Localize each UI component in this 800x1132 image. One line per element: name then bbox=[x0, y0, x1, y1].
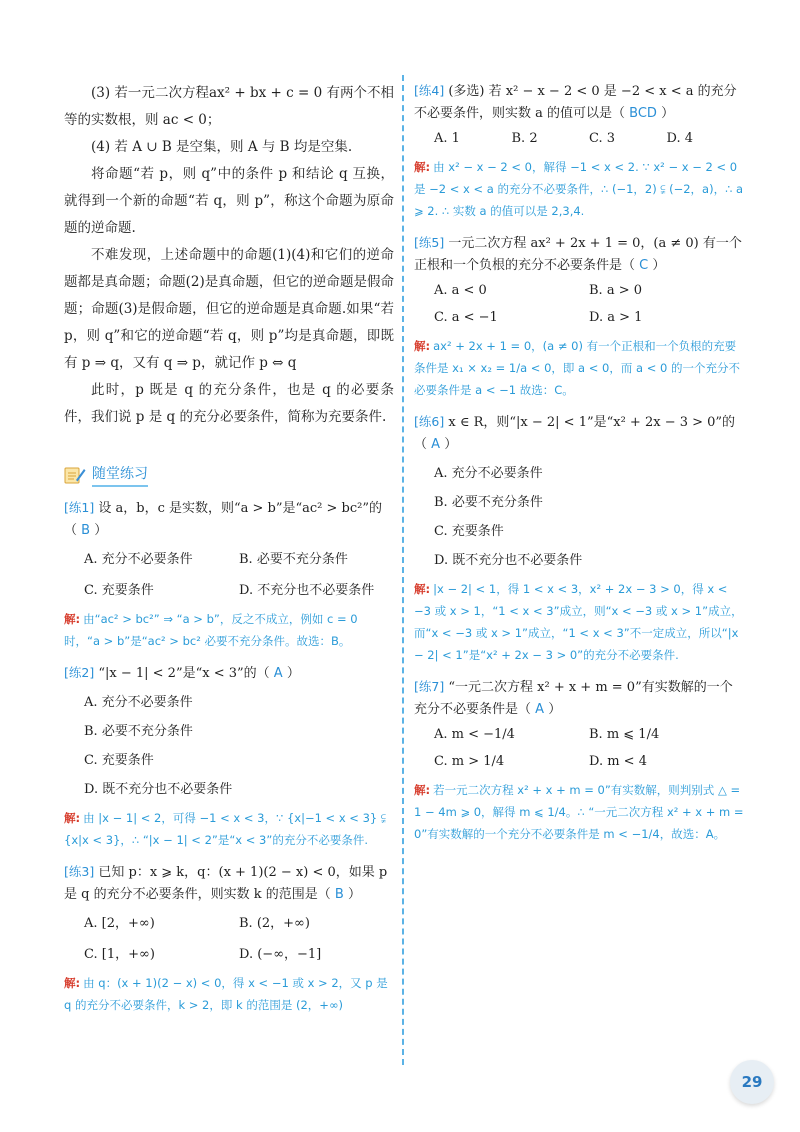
exercise-5-answer: C bbox=[639, 258, 649, 273]
exercise-1-options bbox=[84, 548, 394, 598]
exercise-5-tag: [练5] bbox=[414, 235, 445, 250]
exercise-7-tag: [练7] bbox=[414, 679, 445, 694]
exercise-2 bbox=[64, 662, 394, 851]
solution-label: 解: bbox=[414, 339, 431, 353]
exercise-2-options bbox=[84, 691, 394, 797]
solution-label: 解: bbox=[64, 612, 81, 626]
option-c: C. 充要条件 bbox=[84, 583, 154, 598]
section-title: 随堂练习 bbox=[92, 463, 148, 487]
exercise-4-options bbox=[434, 131, 744, 146]
exercise-3-solution bbox=[64, 972, 394, 1016]
paren-close: ） bbox=[548, 702, 562, 717]
option-a: A. 充分不必要条件 bbox=[84, 552, 193, 567]
option-d: D. 既不充分也不必要条件 bbox=[434, 553, 583, 568]
exercise-3-answer: B bbox=[334, 887, 344, 902]
solution-text: 由 q：(x + 1)(2 − x) < 0，得 x < −1 或 x > 2，又 p 是 q 的充分不必要条件，k > 2，即 k 的范围是 (2，+∞) bbox=[64, 976, 388, 1012]
option-d: D. (−∞，−1] bbox=[239, 947, 322, 962]
page-number: 29 bbox=[730, 1060, 774, 1104]
exercise-4 bbox=[414, 80, 744, 222]
right-column bbox=[414, 80, 744, 845]
exercise-5-options bbox=[434, 283, 744, 325]
exercise-6-tag: [练6] bbox=[414, 414, 445, 429]
exercise-5-stem bbox=[414, 232, 744, 277]
option-d: D. a > 1 bbox=[589, 310, 643, 325]
exercise-3 bbox=[64, 861, 394, 1016]
column-divider bbox=[402, 75, 404, 1065]
exercise-1 bbox=[64, 497, 394, 652]
paren-close: ） bbox=[661, 106, 675, 121]
solution-label: 解: bbox=[64, 976, 81, 990]
exercise-2-tag: [练2] bbox=[64, 665, 95, 680]
exercise-7-question: “一元二次方程 x² + x + m = 0”有实数解的一个充分不必要条件是（ bbox=[414, 680, 733, 717]
exercise-4-tag: [练4] bbox=[414, 83, 445, 98]
practice-section-header bbox=[64, 463, 394, 487]
exercise-4-question: (多选) 若 x² − x − 2 < 0 是 −2 < x < a 的充分不必要条件，则实数 a 的值可以是（ bbox=[414, 84, 737, 121]
exercise-2-solution bbox=[64, 807, 394, 851]
paren-close: ） bbox=[94, 523, 108, 538]
option-d: D. 不充分也不必要条件 bbox=[239, 583, 375, 598]
solution-label: 解: bbox=[414, 582, 431, 596]
option-d: D. 既不充分也不必要条件 bbox=[84, 782, 233, 797]
exercise-6-answer: A bbox=[431, 437, 441, 452]
exercise-6-question: x ∈ R，则“|x − 2| < 1”是“x² + 2x − 3 > 0”的（ bbox=[414, 415, 736, 452]
option-b: B. a > 0 bbox=[589, 283, 642, 298]
option-b: B. 必要不充分条件 bbox=[84, 724, 193, 739]
exercise-2-answer: A bbox=[273, 666, 283, 681]
option-c: C. a < −1 bbox=[434, 310, 498, 325]
exercise-4-answer: BCD bbox=[629, 106, 657, 121]
exercise-3-options bbox=[84, 912, 394, 962]
notebook-pencil-icon bbox=[64, 465, 86, 485]
exercise-1-question: 设 a，b，c 是实数，则“a > b”是“ac² > bc²”的（ bbox=[64, 501, 383, 538]
option-c: C. 充要条件 bbox=[84, 753, 154, 768]
solution-text: 若一元二次方程 x² + x + m = 0”有实数解，则判别式 △ = 1 − 4m ⩾ 0，解得 m ⩽ 1/4。∴ “一元二次方程 x² + x + m = 0”有实数解的一个充分不必要条件是 m < −1/4，故选：A。 bbox=[414, 783, 744, 841]
exercise-4-solution bbox=[414, 156, 744, 222]
solution-text: ax² + 2x + 1 = 0，(a ≠ 0) 有一个正根和一个负根的充要条件是 x₁ × x₂ = 1/a < 0，即 a < 0，而 a < 0 的一个充分不必要条件是 a < −1 故选：C。 bbox=[414, 339, 740, 397]
paren-close: ） bbox=[347, 887, 361, 902]
exercise-7-options bbox=[434, 727, 744, 769]
option-a: A. [2，+∞) bbox=[84, 916, 155, 931]
solution-text: 由 |x − 1| < 2，可得 −1 < x < 3，∵ {x|−1 < x < 3} ⫋ {x|x < 3}，∴ “|x − 1| < 2”是“x < 3”的充分不必要条件. bbox=[64, 811, 386, 847]
exercise-3-tag: [练3] bbox=[64, 864, 95, 879]
option-a: A. 充分不必要条件 bbox=[434, 466, 543, 481]
solution-text: |x − 2| < 1，得 1 < x < 3，x² + 2x − 3 > 0，得 x < −3 或 x > 1，“1 < x < 3”成立，则“x < −3 或 x > 1”成立，而“x < −3 或 x > 1”成立，“1 < x < 3”不一定成立，所以“|x − 2| < 1”是“x² + 2x − 3 > 0”的充分不必要条件. bbox=[414, 582, 743, 662]
exercise-7 bbox=[414, 676, 744, 845]
paren-close: ） bbox=[652, 258, 666, 273]
paren-close: ） bbox=[286, 666, 300, 681]
exercise-7-answer: A bbox=[535, 702, 545, 717]
option-a: A. m < −1/4 bbox=[434, 727, 515, 742]
exercise-3-stem bbox=[64, 861, 394, 906]
exercise-6 bbox=[414, 411, 744, 666]
exercise-1-stem bbox=[64, 497, 394, 542]
exercise-6-solution bbox=[414, 578, 744, 666]
option-b: B. (2，+∞) bbox=[239, 916, 310, 931]
exercise-5-solution bbox=[414, 335, 744, 401]
converse-definition: 将命题“若 p，则 q”中的条件 p 和结论 q 互换，就得到一个新的命题“若 q，则 p”，称这个命题为原命题的逆命题. bbox=[64, 166, 394, 236]
exercise-1-solution bbox=[64, 608, 394, 652]
exercise-2-question: “|x − 1| < 2”是“x < 3”的（ bbox=[98, 666, 270, 681]
option-d: D. 4 bbox=[666, 131, 693, 146]
option-c: C. m > 1/4 bbox=[434, 754, 505, 769]
exercise-1-answer: B bbox=[81, 523, 91, 538]
left-column bbox=[64, 80, 394, 1016]
exercise-1-tag: [练1] bbox=[64, 500, 95, 515]
exercise-6-stem bbox=[414, 411, 744, 456]
exercise-7-stem bbox=[414, 676, 744, 721]
option-a: A. 充分不必要条件 bbox=[84, 695, 193, 710]
intro-paragraph-3: (3) 若一元二次方程ax² + bx + c = 0 有两个不相等的实数根，则 ac < 0； bbox=[64, 85, 394, 128]
exercise-6-options bbox=[434, 462, 744, 568]
solution-label: 解: bbox=[414, 160, 431, 174]
option-b: B. 必要不充分条件 bbox=[239, 552, 348, 567]
option-a: A. a < 0 bbox=[434, 283, 487, 298]
exercise-3-question: 已知 p：x ⩾ k，q：(x + 1)(2 − x) < 0，如果 p 是 q 的充分不必要条件，则实数 k 的范围是（ bbox=[64, 865, 388, 902]
intro-paragraph-4: (4) 若 A ∪ B 是空集，则 A 与 B 均是空集. bbox=[91, 139, 353, 155]
exercise-4-stem bbox=[414, 80, 744, 125]
exercise-5-question: 一元二次方程 ax² + 2x + 1 = 0，(a ≠ 0) 有一个正根和一个负根的充分不必要条件是（ bbox=[414, 236, 742, 273]
discussion-paragraph: 不难发现，上述命题中的命题(1)(4)和它们的逆命题都是真命题；命题(2)是真命题，但它的逆命题是假命题；命题(3)是假命题，但它的逆命题是真命题.如果“若 p，则 q”和它的逆命题“若 q，则 p”均是真命题，即既有 p ⇒ q，又有 q ⇒ p，就记作 p ⇔ q bbox=[64, 247, 394, 371]
option-b: B. 必要不充分条件 bbox=[434, 495, 543, 510]
solution-text: 由“ac² > bc²” ⇒ “a > b”，反之不成立，例如 c = 0 时，“a > b”是“ac² > bc² 必要不充分条件。故选：B。 bbox=[64, 612, 358, 648]
option-c: C. 充要条件 bbox=[434, 524, 504, 539]
option-c: C. 3 bbox=[589, 131, 616, 146]
exercise-5 bbox=[414, 232, 744, 401]
paren-close: ） bbox=[444, 437, 458, 452]
option-d: D. m < 4 bbox=[589, 754, 647, 769]
option-c: C. [1，+∞) bbox=[84, 947, 155, 962]
necessary-sufficient-definition: 此时，p 既是 q 的充分条件，也是 q 的必要条件，我们说 p 是 q 的充分必要条件，简称为充要条件. bbox=[64, 382, 394, 425]
solution-label: 解: bbox=[414, 783, 431, 797]
option-a: A. 1 bbox=[434, 131, 460, 146]
option-b: B. 2 bbox=[511, 131, 538, 146]
exercise-2-stem bbox=[64, 662, 394, 685]
option-b: B. m ⩽ 1/4 bbox=[589, 727, 660, 742]
solution-text: 由 x² − x − 2 < 0，解得 −1 < x < 2. ∵ x² − x − 2 < 0 是 −2 < x < a 的充分不必要条件，∴ (−1，2) ⫋ (−2，a)，∴ a ⩾ 2. ∴ 实数 a 的值可以是 2,3,4. bbox=[414, 160, 744, 218]
exercise-7-solution bbox=[414, 779, 744, 845]
solution-label: 解: bbox=[64, 811, 81, 825]
